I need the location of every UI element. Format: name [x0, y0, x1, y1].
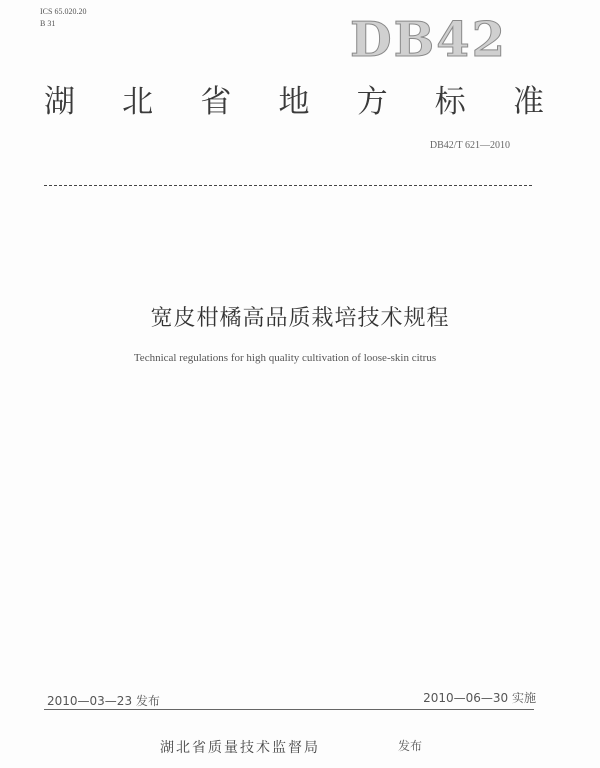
db42-logo: DB42	[350, 12, 507, 68]
standard-type-char: 省	[200, 84, 232, 120]
header-divider	[44, 185, 532, 186]
standard-type-char: 地	[278, 84, 310, 120]
ics-code: ICS 65.020.20	[40, 7, 87, 16]
standard-type-char: 标	[434, 84, 466, 120]
standard-type-char: 方	[356, 84, 388, 120]
footer-divider	[44, 709, 534, 710]
classification-codes	[40, 6, 86, 30]
title-english: Technical regulations for high quality cultivation of loose-skin citrus	[133, 352, 437, 364]
standard-type-char: 北	[122, 84, 154, 120]
standard-type-heading	[44, 82, 544, 122]
issue-date: 2010—03—23 发布	[47, 694, 160, 708]
title-chinese: 宽皮柑橘高品质栽培技术规程	[150, 306, 450, 331]
standard-number: DB42/T 621—2010	[429, 140, 510, 151]
standard-type-char: 湖	[44, 84, 75, 120]
issuer-label: 发布	[398, 739, 423, 753]
implementation-date: 2010—06—30 实施	[423, 691, 536, 705]
issuing-authority: 湖北省质量技术监督局	[160, 740, 320, 756]
standard-type-char: 准	[512, 84, 544, 120]
ccs-code: B 31	[40, 19, 56, 28]
